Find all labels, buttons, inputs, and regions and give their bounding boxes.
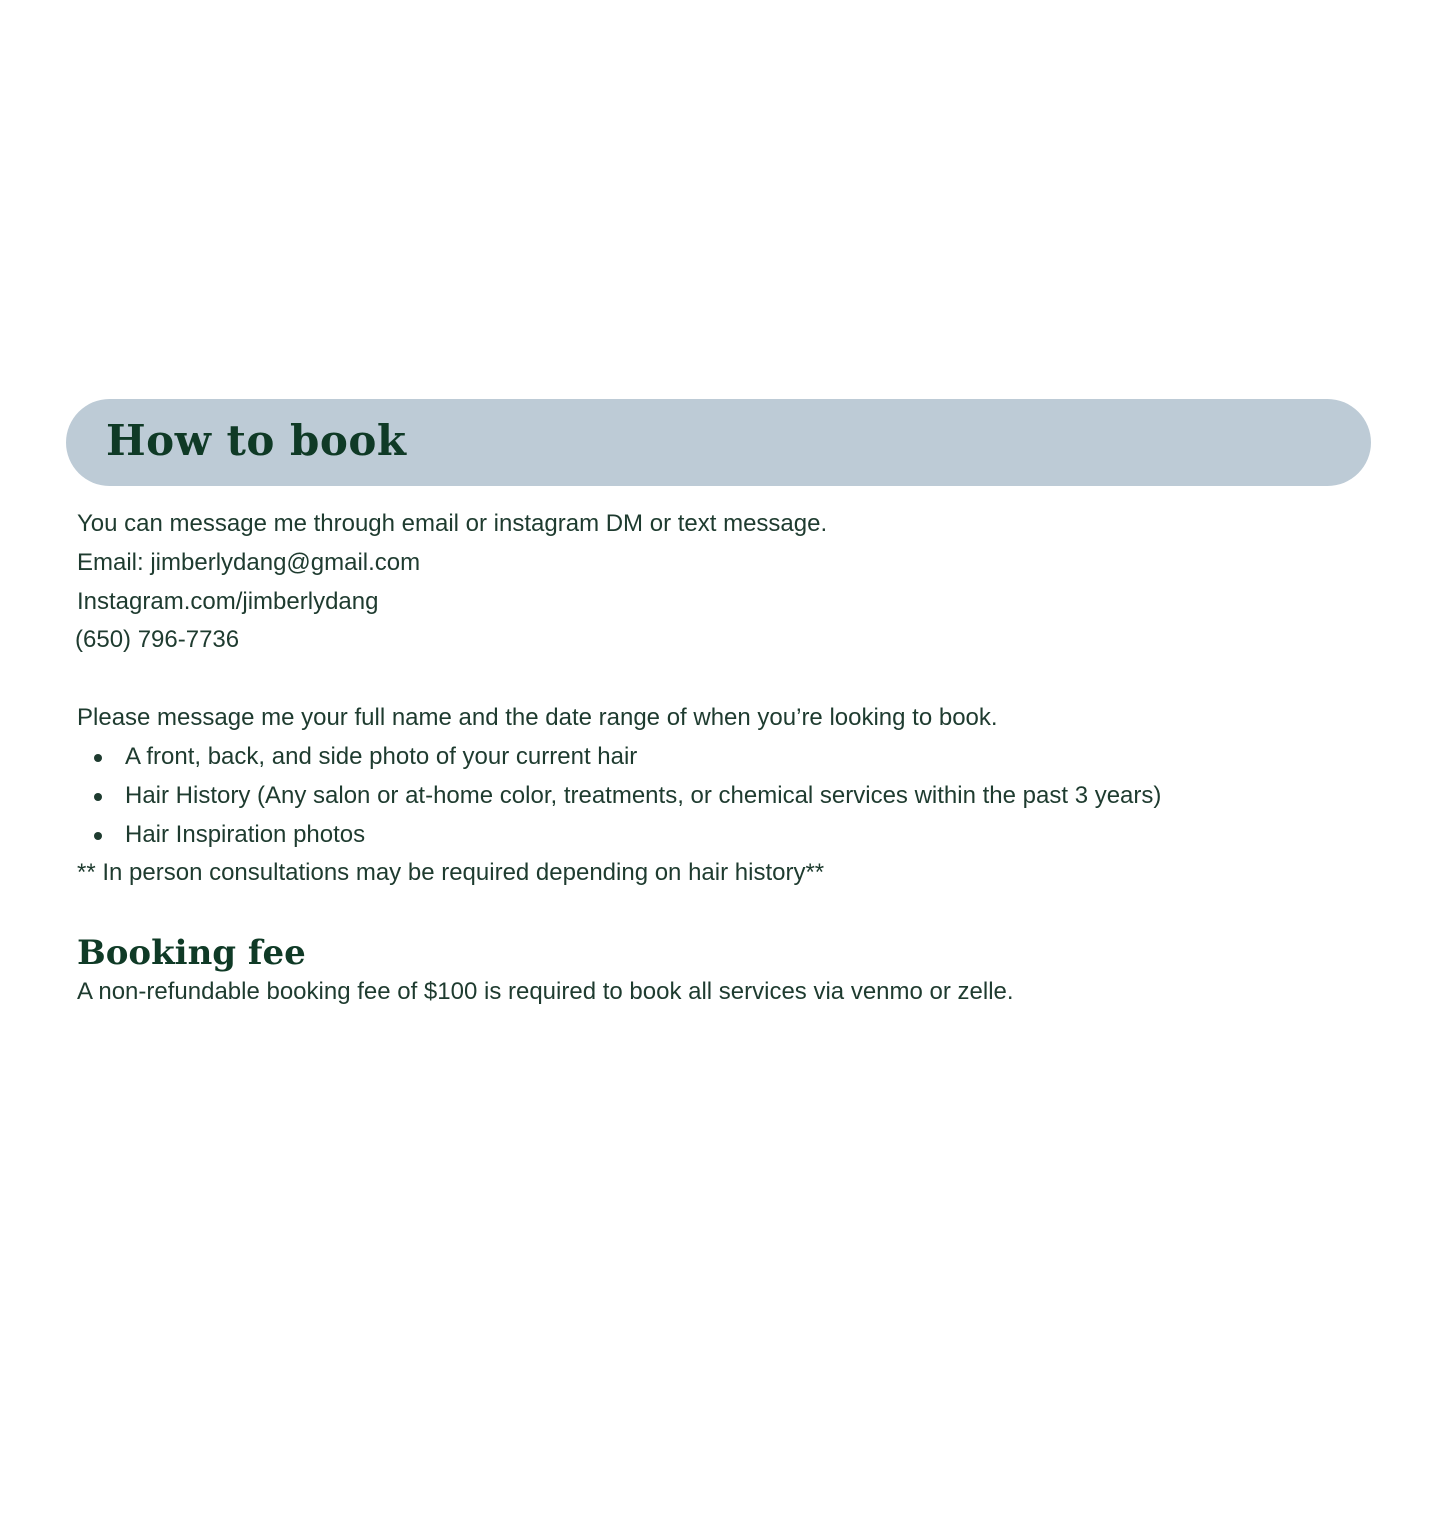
requirement-text: Hair History (Any salon or at-home color, treatments, or chemical services within the past 3 years)	[125, 781, 1162, 809]
how-to-book-banner	[66, 399, 1371, 486]
contact-instagram: Instagram.com/jimberlydang	[77, 587, 379, 615]
bullet-icon	[94, 754, 102, 762]
booking-fee-title: Booking fee	[77, 933, 306, 974]
bullet-icon	[94, 793, 102, 801]
consultation-note: ** In person consultations may be required depending on hair history**	[77, 859, 825, 887]
request-intro: Please message me your full name and the date range of when you’re looking to book.	[77, 704, 998, 732]
list-item	[125, 777, 1377, 816]
contact-phone: (650) 796-7736	[75, 626, 240, 654]
contact-intro: You can message me through email or instagram DM or text message.	[77, 510, 828, 537]
requirements-list	[77, 738, 1377, 854]
contact-email: Email: jimberlydang@gmail.com	[77, 548, 421, 576]
requirement-text: A front, back, and side photo of your current hair	[125, 742, 638, 770]
list-item	[125, 816, 1377, 855]
list-item	[125, 738, 1377, 777]
how-to-book-title: How to book	[106, 416, 407, 465]
requirement-text: Hair Inspiration photos	[125, 820, 366, 848]
bullet-icon	[94, 832, 102, 840]
paragraph-spacer	[77, 660, 1377, 699]
booking-fee-text: A non-refundable booking fee of $100 is required to book all services via venmo or zelle.	[77, 978, 1014, 1006]
booking-content	[77, 505, 1377, 1012]
